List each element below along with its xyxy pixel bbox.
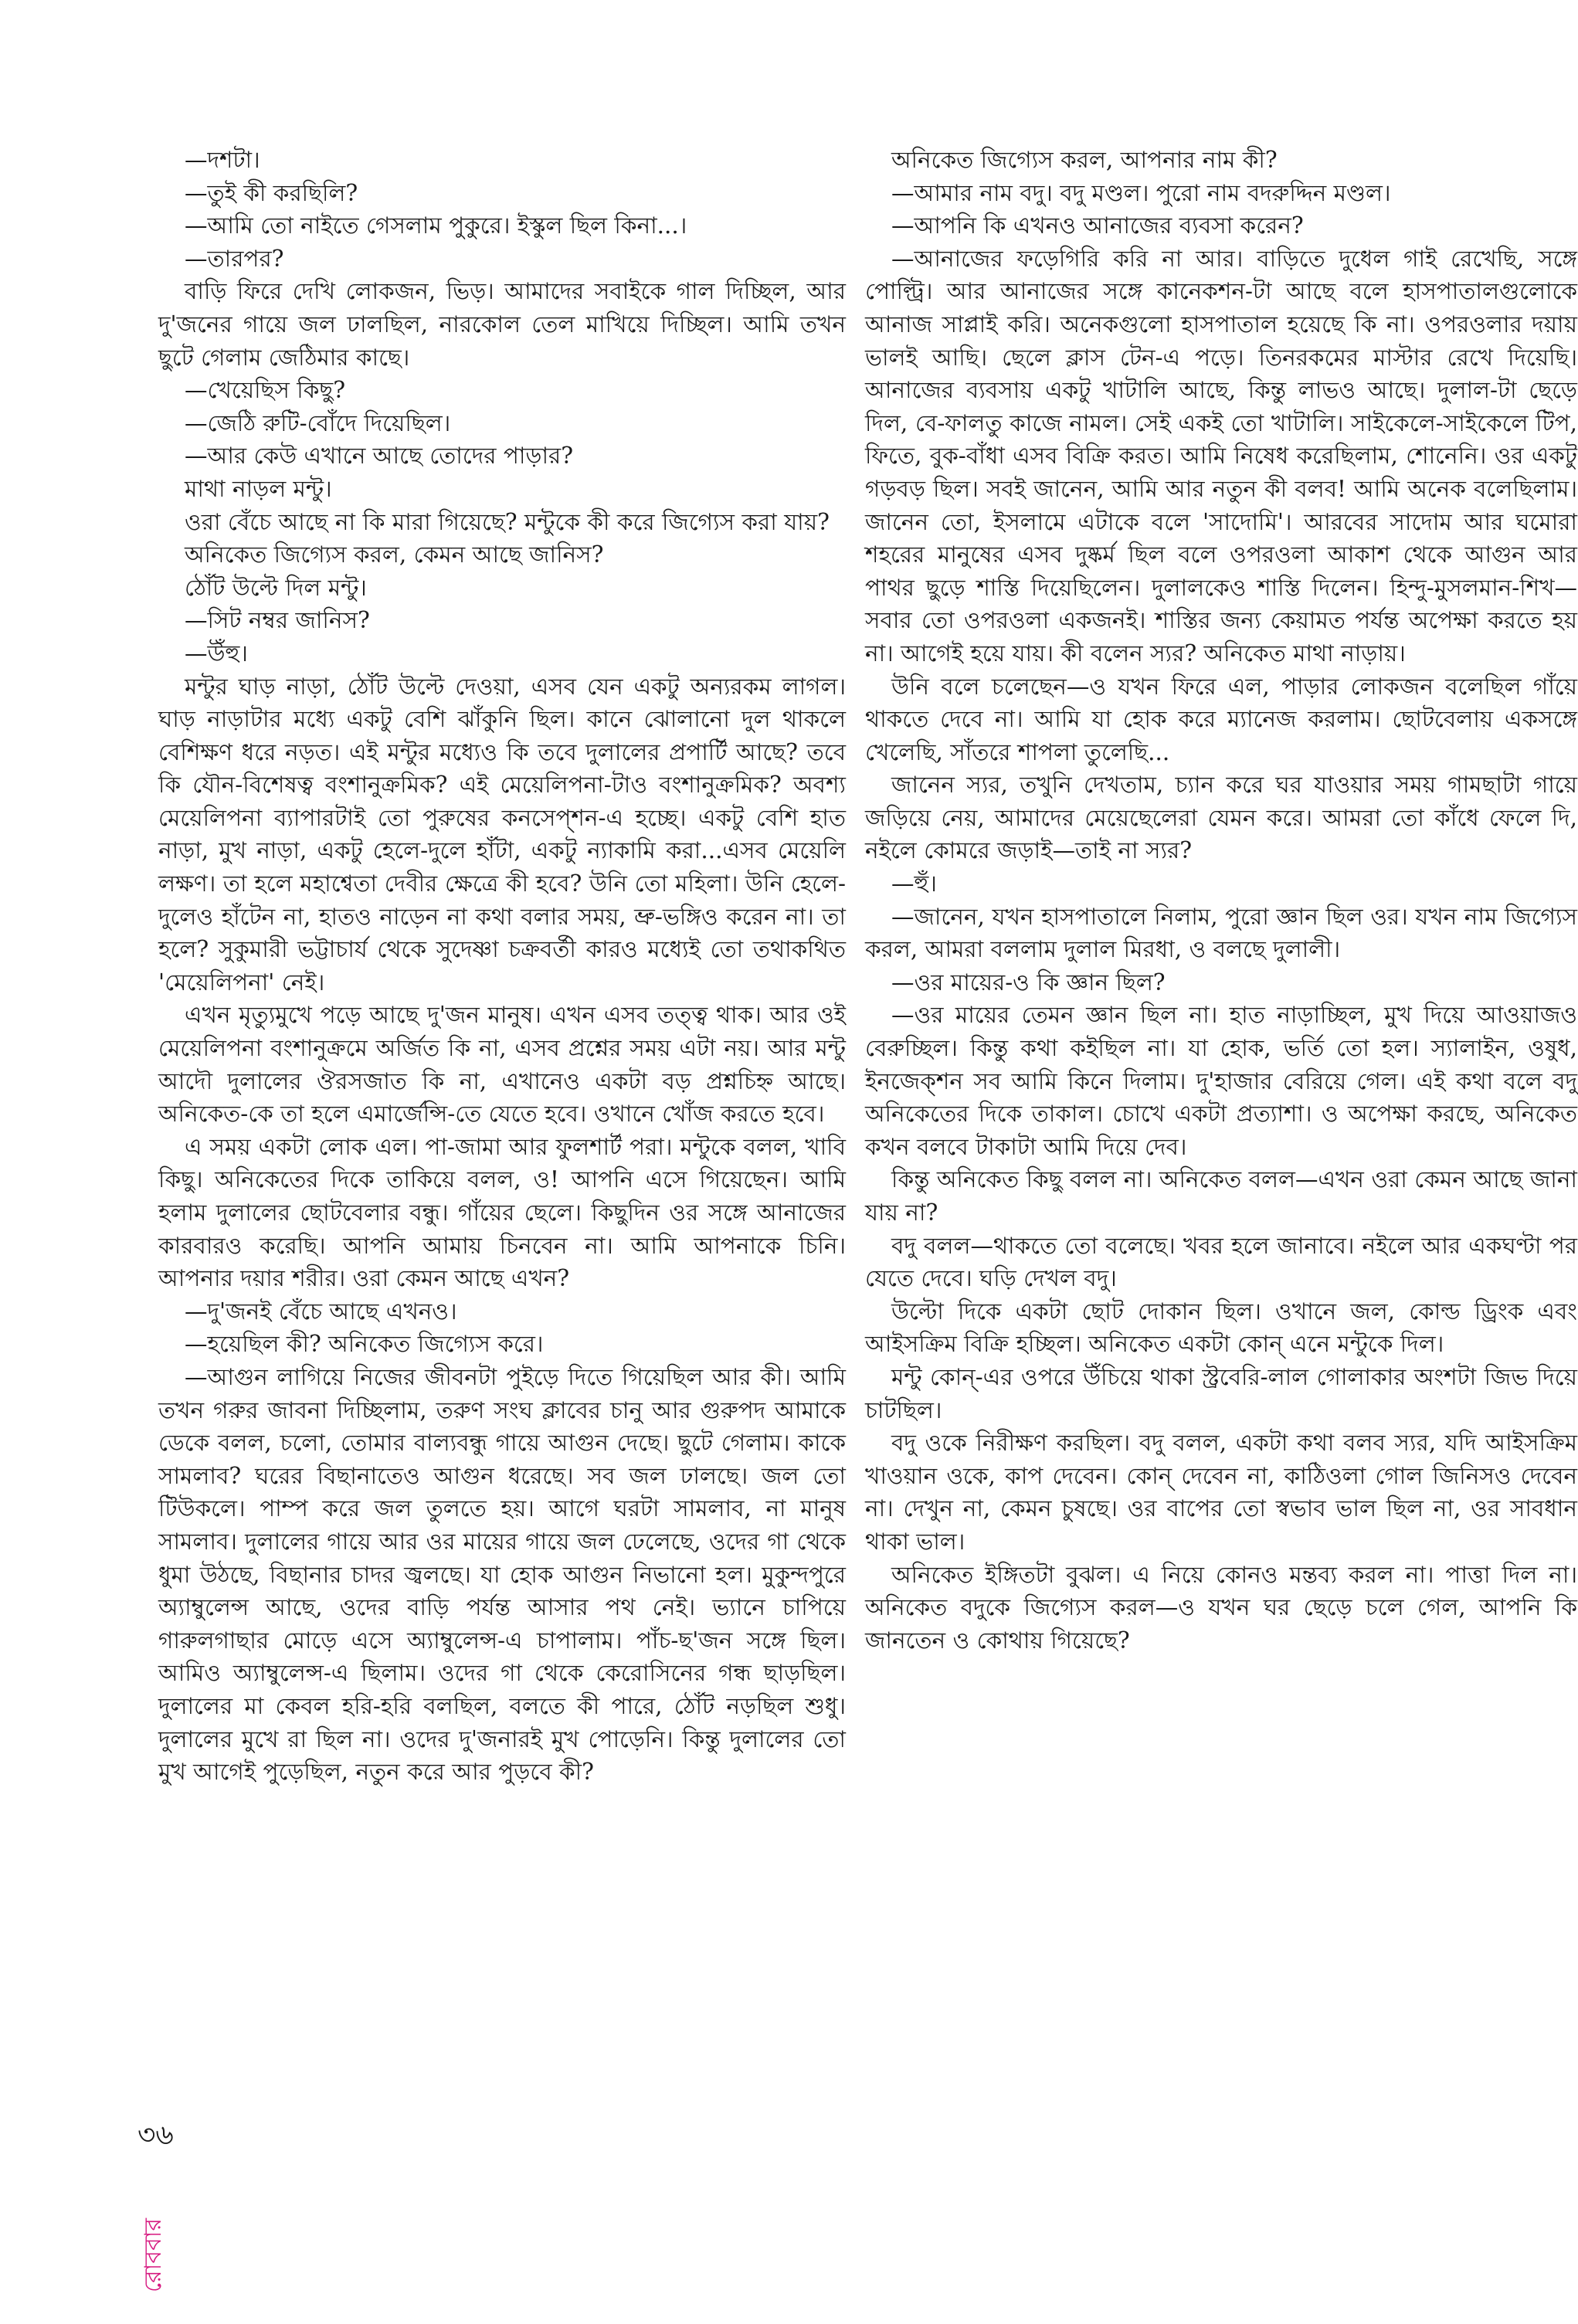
paragraph: এ সময় একটা লোক এল। পা-জামা আর ফুলশার্ট পরা। মন্টুকে বলল, খাবি কিছু। অনিকেতের দিকে তাকিয়ে বলল, ও! আপনি এসে গিয়েছেন। আমি হলাম দুলালের ছোটবেলার বন্ধু। গাঁয়ের ছেলে। কিছুদিন ওর সঙ্গে আনাজের কারবারও করেছি। আপনি আমায় চিনবেন না। আমি আপনাকে চিনি। আপনার দয়ার শরীর। ওরা কেমন আছে এখন?: [158, 1133, 846, 1292]
paragraph: —সিট নম্বর জানিস?: [185, 607, 370, 634]
paragraph: জানেন স্যর, তখুনি দেখতাম, চ্যান করে ঘর যাওয়ার সময় গামছাটা গায়ে জড়িয়ে নেয়, আমাদের মেয়েছেলেরা যেমন করে। আমরা তো কাঁধে ফেলে দি, নইলে কোমরে জড়াই—তাই না স্যর?: [865, 772, 1577, 864]
paragraph: —তুই কী করছিলি?: [185, 179, 358, 206]
paragraph: —আর কেউ এখানে আছে তোদের পাড়ার?: [185, 443, 574, 470]
paragraph: —ওর মায়ের তেমন জ্ঞান ছিল না। হাত নাড়াচ্ছিল, মুখ দিয়ে আওয়াজও বেরুচ্ছিল। কিন্তু কথা কইছিল না। যা হোক, ভর্তি তো হল। স্যালাইন, ওষুধ, ইনজেক্শন সব আমি কিনে দিলাম। দু'হাজার বেরিয়ে গেল। এই কথা বলে বদু অনিকেতের দিকে তাকাল। চোখে একটা প্রত্যাশা। ও অপেক্ষা করছে, অনিকেত কখন বলবে টাকাটা আমি দিয়ে দেব।: [865, 1002, 1577, 1160]
magazine-name: রোববার: [140, 2218, 167, 2292]
paragraph: বদু ওকে নিরীক্ষণ করছিল। বদু বলল, একটা কথা বলব স্যর, যদি আইসক্রিম খাওয়ান ওকে, কাপ দেবেন। কোন্ দেবেন না, কাঠিওলা গোল জিনিসও দেবেন না। দেখুন না, কেমন চুষছে। ওর বাপের তো স্বভাব ভাল ছিল না, ওর সাবধান থাকা ভাল।: [865, 1430, 1577, 1555]
paragraph: —দশটা।: [185, 147, 260, 173]
right-column: [865, 144, 1577, 1657]
paragraph: —দু'জনই বেঁচে আছে এখনও।: [185, 1298, 457, 1325]
paragraph: বাড়ি ফিরে দেখি লোকজন, ভিড়। আমাদের সবাইকে গাল দিচ্ছিল, আর দু'জনের গায়ে জল ঢালছিল, নারকোল তেল মাখিয়ে দিচ্ছিল। আমি তখন ছুটে গেলাম জেঠিমার কাছে।: [158, 278, 846, 371]
paragraph: —হুঁ।: [891, 870, 937, 897]
paragraph: এখন মৃত্যুমুখে পড়ে আছে দু'জন মানুষ। এখন এসব তত্ত্ব থাক। আর ওই মেয়েলিপনা বংশানুক্রমে অর্জিত কি না, এসব প্রশ্নের সময় এটা নয়। আর মন্টু আদৌ দুলালের ঔরসজাত কি না, এখানেও একটা বড় প্রশ্নচিহ্ন আছে। অনিকেত-কে তা হলে এমার্জেন্সি-তে যেতে হবে। ওখানে খোঁজ করতে হবে।: [158, 1002, 846, 1128]
paragraph: —জেঠি রুটি-বোঁদে দিয়েছিল।: [185, 409, 451, 436]
paragraph: —উঁহু।: [185, 640, 248, 667]
paragraph: —খেয়েছিস কিছু?: [185, 377, 346, 404]
paragraph: অনিকেত জিগ্যেস করল, কেমন আছে জানিস?: [185, 541, 604, 568]
page-footer-side: [137, 2119, 174, 2298]
paragraph: বদু বলল—থাকতে তো বলেছে। খবর হলে জানাবে। নইলে আর একঘণ্টা পর যেতে দেবে। ঘড়ি দেখল বদু।: [865, 1232, 1577, 1292]
paragraph: মন্টুর ঘাড় নাড়া, ঠোঁট উল্টে দেওয়া, এসব যেন একটু অন্যরকম লাগল। ঘাড় নাড়াটার মধ্যে একটু বেশি ঝাঁকুনি ছিল। কানে ঝোলানো দুল থাকলে বেশিক্ষণ ধরে নড়ত। এই মন্টুর মধ্যেও কি তবে দুলালের প্রপার্টি আছে? তবে কি যৌন-বিশেষত্ব বংশানুক্রমিক? এই মেয়েলিপনা-টাও বংশানুক্রমিক? অবশ্য মেয়েলিপনা ব্যাপারটাই তো পুরুষের কনসেপ্শন-এ হচ্ছে। একটু বেশি হাত নাড়া, মুখ নাড়া, একটু হেলে-দুলে হাঁটা, একটু ন্যাকামি করা...এসব মেয়েলি লক্ষণ। তা হলে মহাশ্বেতা দেবীর ক্ষেত্রে কী হবে? উনি তো মহিলা। উনি হেলে-দুলেও হাঁটেন না, হাতও নাড়েন না কথা বলার সময়, ভ্রু-ভঙ্গিও করেন না। তা হলে? সুকুমারী ভট্টাচার্য থেকে সুদেষ্ণা চক্রবর্তী কারও মধ্যেই তো তথাকথিত 'মেয়েলিপনা' নেই।: [158, 673, 846, 996]
paragraph: —আনাজের ফড়েগিরি করি না আর। বাড়িতে দুধেল গাই রেখেছি, সঙ্গে পোল্ট্রি। আর আনাজের সঙ্গে কানেকশন-টা আছে বলে হাসপাতালগুলোকে আনাজ সাপ্লাই করি। অনেকগুলো হাসপাতাল হয়েছে কি না। ওপরওলার দয়ায় ভালই আছি। ছেলে ক্লাস টেন-এ পড়ে। তিনরকমের মাস্টার রেখে দিয়েছি। আনাজের ব্যবসায় একটু খাটালি আছে, কিন্তু লাভও আছে। দুলাল-টা ছেড়ে দিল, বে-ফালতু কাজে নামল। সেই একই তো খাটালি। সাইকেলে-সাইকেলে টিপ, ফিতে, বুক-বাঁধা এসব বিক্রি করত। আমি নিষেধ করেছিলাম, শোনেনি। ওর একটু গড়বড় ছিল। সবই জানেন, আমি আর নতুন কী বলব! আমি অনেক বলেছিলাম। জানেন তো, ইসলামে এটাকে বলে 'সাদোমি'। আরবের সাদোম আর ঘমোরা শহরের মানুষের এসব দুষ্কর্ম ছিল বলে ওপরওলা আকাশ থেকে আগুন আর পাথর ছুড়ে শাস্তি দিয়েছিলেন। দুলালকেও শাস্তি দিলেন। হিন্দু-মুসলমান-শিখ—সবার তো ওপরওলা একজনই। শাস্তির জন্য কেয়ামত পর্যন্ত অপেক্ষা করতে হয় না। আগেই হয়ে যায়। কী বলেন স্যর? অনিকেত মাথা নাড়ায়।: [865, 245, 1577, 667]
paragraph: মন্টু কোন্-এর ওপরে উঁচিয়ে থাকা স্ট্রবেরি-লাল গোলাকার অংশটা জিভ দিয়ে চাটছিল।: [865, 1363, 1577, 1423]
paragraph: অনিকেত জিগ্যেস করল, আপনার নাম কী?: [891, 147, 1278, 173]
left-column: [158, 144, 846, 1789]
paragraph: —আমার নাম বদু। বদু মণ্ডল। পুরো নাম বদরুদ্দিন মণ্ডল।: [891, 179, 1391, 206]
page-number: ৩৬: [137, 2119, 174, 2151]
paragraph: ওরা বেঁচে আছে না কি মারা গিয়েছে? মন্টুকে কী করে জিগ্যেস করা যায়?: [185, 508, 830, 535]
paragraph: —হয়েছিল কী? অনিকেত জিগ্যেস করে।: [185, 1331, 544, 1358]
paragraph: —আপনি কি এখনও আনাজের ব্যবসা করেন?: [891, 212, 1304, 239]
paragraph: —ওর মায়ের-ও কি জ্ঞান ছিল?: [891, 969, 1166, 996]
paragraph: —তারপর?: [185, 245, 284, 272]
paragraph: উল্টো দিকে একটা ছোট দোকান ছিল। ওখানে জল, কোল্ড ড্রিংক এবং আইসক্রিম বিক্রি হচ্ছিল। অনিকেত একটা কোন্ এনে মন্টুকে দিল।: [865, 1298, 1577, 1358]
paragraph: উনি বলে চলেছেন—ও যখন ফিরে এল, পাড়ার লোকজন বলেছিল গাঁয়ে থাকতে দেবে না। আমি যা হোক করে ম্যানেজ করলাম। ছোটবেলায় একসঙ্গে খেলেছি, সাঁতরে শাপলা তুলেছি...: [865, 673, 1577, 765]
paragraph: ঠোঁট উল্টে দিল মন্টু।: [185, 574, 367, 601]
paragraph: —জানেন, যখন হাসপাতালে নিলাম, পুরো জ্ঞান ছিল ওর। যখন নাম জিগ্যেস করল, আমরা বললাম দুলাল মিরধা, ও বলছে দুলালী।: [865, 903, 1577, 963]
paragraph: মাথা নাড়ল মন্টু।: [185, 475, 332, 502]
paragraph: অনিকেত ইঙ্গিতটা বুঝল। এ নিয়ে কোনও মন্তব্য করল না। পাত্তা দিল না। অনিকেত বদুকে জিগ্যেস করল—ও যখন ঘর ছেড়ে চলে গেল, আপনি কি জানতেন ও কোথায় গিয়েছে?: [865, 1561, 1577, 1654]
paragraph: —আগুন লাগিয়ে নিজের জীবনটা পুইড়ে দিতে গিয়েছিল আর কী। আমি তখন গরুর জাবনা দিচ্ছিলাম, তরুণ সংঘ ক্লাবের চানু আর গুরুপদ আমাকে ডেকে বলল, চলো, তোমার বাল্যবন্ধু গায়ে আগুন দেছে। ছুটে গেলাম। কাকে সামলাব? ঘরের বিছানাতেও আগুন ধরেছে। সব জল ঢালছে। জল তো টিউকলে। পাম্প করে জল তুলতে হয়। আগে ঘরটা সামলাব, না মানুষ সামলাব। দুলালের গায়ে আর ওর মায়ের গায়ে জল ঢেলেছে, ওদের গা থেকে ধুমা উঠছে, বিছানার চাদর জ্বলছে। যা হোক আগুন নিভানো হল। মুকুন্দপুরে অ্যাম্বুলেন্স আছে, ওদের বাড়ি পর্যন্ত আসার পথ নেই। ভ্যানে চাপিয়ে গারুলগাছার মোড়ে এসে অ্যাম্বুলেন্স-এ চাপালাম। পাঁচ-ছ'জন সঙ্গে ছিল। আমিও অ্যাম্বুলেন্স-এ ছিলাম। ওদের গা থেকে কেরোসিনের গন্ধ ছাড়ছিল। দুলালের মা কেবল হরি-হরি বলছিল, বলতে কী পারে, ঠোঁট নড়ছিল শুধু। দুলালের মুখে রা ছিল না। ওদের দু'জনারই মুখ পোড়েনি। কিন্তু দুলালের তো মুখ আগেই পুড়েছিল, নতুন করে আর পুড়বে কী?: [158, 1363, 846, 1786]
paragraph: কিন্তু অনিকেত কিছু বলল না। অনিকেত বলল—এখন ওরা কেমন আছে জানা যায় না?: [865, 1166, 1577, 1226]
paragraph: —আমি তো নাইতে গেসলাম পুকুরে। ইস্কুল ছিল কিনা...।: [185, 212, 687, 239]
